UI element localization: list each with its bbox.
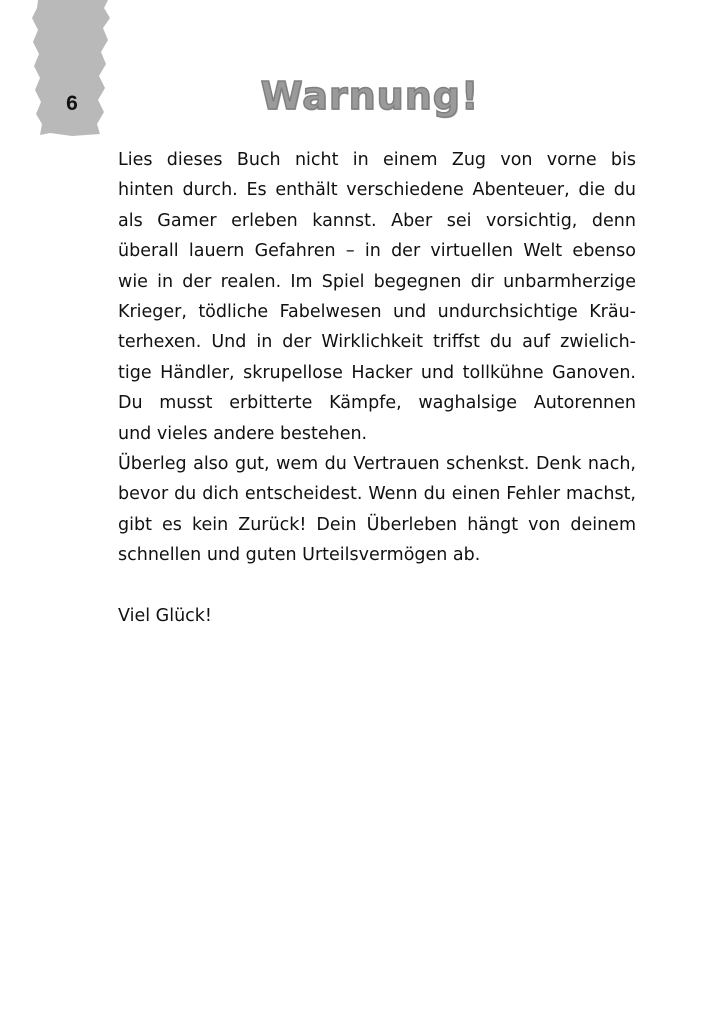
- text-line: und vieles andere bestehen.: [118, 423, 368, 444]
- text-line: Krieger, tödliche Fabelwesen und undurchsichtige Kräu-: [118, 301, 636, 322]
- text-line: tige Händler, skrupellose Hacker und tollkühne Ganoven.: [118, 362, 636, 383]
- text-line: Lies dieses Buch nicht in einem Zug von vorne bis: [118, 150, 636, 170]
- page-number: 6: [66, 92, 78, 115]
- torn-paper-shape: [0, 0, 112, 140]
- text-line: terhexen. Und in der Wirklichkeit triffst du auf zwielich-: [118, 332, 636, 353]
- text-line: wie in der realen. Im Spiel begegnen dir unbarmherzige: [118, 271, 636, 292]
- text-line: Du musst erbitterte Kämpfe, waghalsige Autorennen: [118, 393, 636, 414]
- text-line: als Gamer erleben kannst. Aber sei vorsichtig, denn: [118, 210, 636, 231]
- warning-text: [118, 145, 636, 631]
- text-line: hinten durch. Es enthält verschiedene Abenteuer, die du: [118, 180, 636, 201]
- text-line: Überleg also gut, wem du Vertrauen schenkst. Denk nach,: [118, 453, 636, 474]
- text-line: schnellen und guten Urteilsvermögen ab.: [118, 545, 481, 566]
- closing-line: Viel Glück!: [118, 605, 212, 626]
- page-title: Warnung!: [260, 74, 480, 118]
- text-line: gibt es kein Zurück! Dein Überleben hängt von deinem: [118, 514, 636, 535]
- page-number-tab: [0, 0, 112, 140]
- text-line: bevor du dich entscheidest. Wenn du einen Fehler machst,: [118, 484, 636, 505]
- paragraph-spacer: [118, 570, 636, 600]
- text-line: überall lauern Gefahren – in der virtuellen Welt ebenso: [118, 241, 636, 262]
